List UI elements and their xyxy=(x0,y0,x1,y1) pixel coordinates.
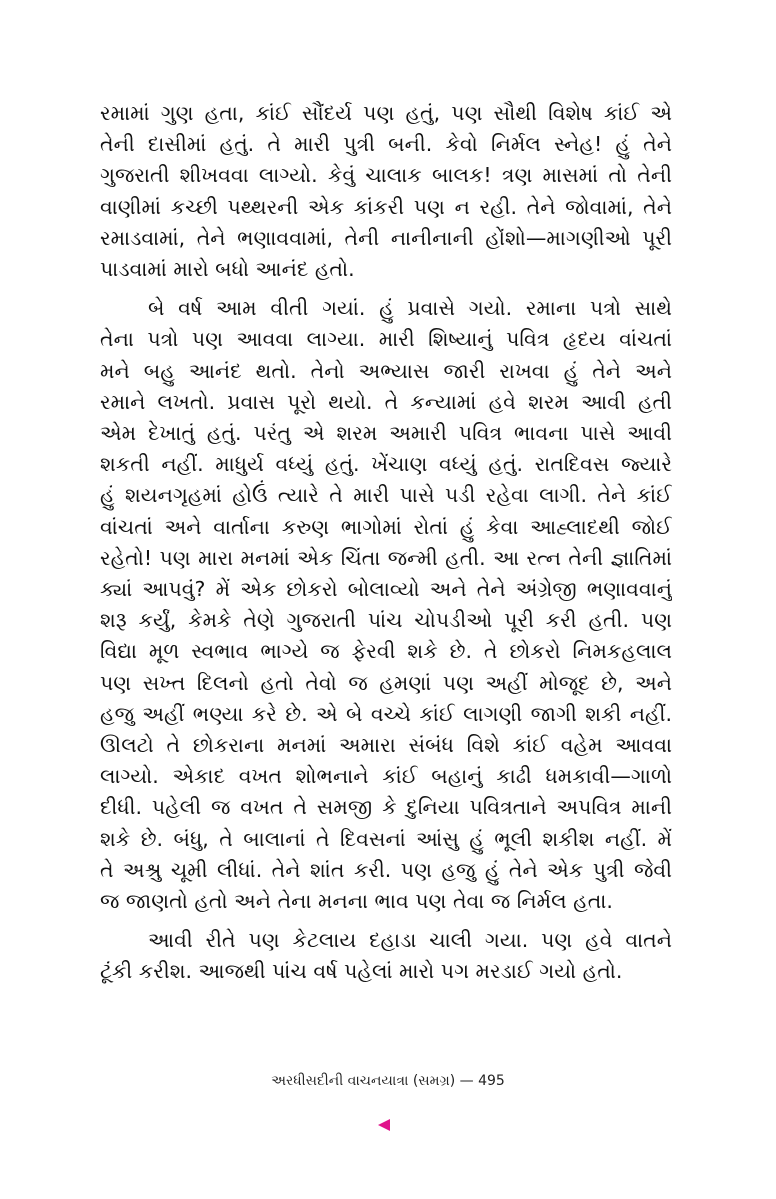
text-line: ટૂંકી કરીશ. આજથી પાંચ વર્ષ પહેલાં મારો પગ મરડાઈ ગયો હતો. xyxy=(100,959,623,984)
text-line: શકે છે. બંધુ, તે બાલાનાં તે દિવસનાં આંસુ હું ભૂલી શકીશ નહીં. મેં xyxy=(100,826,672,851)
paragraph-1 xyxy=(100,98,672,285)
text-line: પાડવામાં મારો બધો આનંદ હતો. xyxy=(100,257,355,282)
text-line: વાંચતાં અને વાર્તાના કરુણ ભાગોમાં રોતાં હું કેવા આહ્લાદથી જોઈ xyxy=(100,514,672,539)
text-line: વિદ્યા મૂળ સ્વભાવ ભાગ્યે જ ફેરવી શકે છે. તે છોકરો નિમકહલાલ xyxy=(100,639,672,664)
paragraph-3 xyxy=(100,925,672,987)
text-line: મને બહુ આનંદ થતો. તેનો અભ્યાસ જારી રાખવા હું તેને અને xyxy=(100,358,672,383)
text-line: ઊલટો તે છોકરાના મનમાં અમારા સંબંધ વિશે કાંઈ વહેમ આવવા xyxy=(100,733,672,758)
text-line: એમ દેખાતું હતું. પરંતુ એ શરમ અમારી પવિત્ર ભાવના પાસે આવી xyxy=(100,421,672,446)
text-line: શકતી નહીં. માધુર્ય વધ્યું હતું. ખેંચાણ વધ્યું હતું. રાતદિવસ જ્યારે xyxy=(100,452,672,477)
text-line: રમાડવામાં, તેને ભણાવવામાં, તેની નાનીનાની હોંશો—માગણીઓ પૂરી xyxy=(100,225,672,250)
text-line: વાણીમાં કચ્છી પથ્થરની એક કાંકરી પણ ન રહી. તેને જોવામાં, તેને xyxy=(100,194,672,219)
text-line: રમામાં ગુણ હતા, કાંઈ સૌંદર્ય પણ હતું, પણ સૌથી વિશેષ કાંઈ એ xyxy=(100,101,672,125)
text-line: હજુ અહીં ભણ્યા કરે છે. એ બે વચ્ચે કાંઈ લાગણી જાગી શકી નહીં. xyxy=(100,701,672,726)
paragraph-2 xyxy=(100,293,672,917)
text-line: જ જાણતો હતો અને તેના મનના ભાવ પણ તેવા જ નિર્મલ હતા. xyxy=(100,889,613,914)
page-footer: અરધીસદીની વાચનયાત્રા (સમગ્ર) — 495 xyxy=(271,1073,505,1089)
text-line: રમાને લખતો. પ્રવાસ પૂરો થયો. તે કન્યામાં હવે શરમ આવી હતી xyxy=(100,389,672,414)
text-line: હું શયનગૃહમાં હોઉં ત્યારે તે મારી પાસે પડી રહેવા લાગી. તેને કાંઈ xyxy=(100,483,672,508)
text-line: બે વર્ષ આમ વીતી ગયાં. હું પ્રવાસે ગયો. રમાના પત્રો સાથે xyxy=(148,296,672,321)
text-line: રહેતો! પણ મારા મનમાં એક ચિંતા જન્મી હતી. આ રત્ન તેની જ્ઞાતિમાં xyxy=(100,545,672,570)
body-text xyxy=(100,98,672,988)
text-line: ક્યાં આપવું? મેં એક છોકરો બોલાવ્યો અને તેને અંગ્રેજી ભણાવવાનું xyxy=(100,577,672,602)
text-line: શરૂ કર્યું, કેમકે તેણે ગુજરાતી પાંચ ચોપડીઓ પૂરી કરી હતી. પણ xyxy=(100,608,672,633)
text-line: તે અશ્રુ ચૂમી લીધાં. તેને શાંત કરી. પણ હજુ હું તેને એક પુત્રી જેવી xyxy=(100,857,672,882)
text-line: તેની દાસીમાં હતું. તે મારી પુત્રી બની. કેવો નિર્મલ સ્નેહ! હું તેને xyxy=(100,132,672,157)
text-line: લાગ્યો. એકાદ વખત શોભનાને કાંઈ બહાનું કાઢી ધમકાવી—ગાળો xyxy=(100,764,672,789)
text-line: આવી રીતે પણ કેટલાય દહાડા ચાલી ગયા. પણ હવે વાતને xyxy=(148,928,672,953)
text-line: પણ સખ્ત દિલનો હતો તેવો જ હમણાં પણ અહીં મોજૂદ છે, અને xyxy=(100,670,672,695)
text-line: દીધી. પહેલી જ વખત તે સમજી કે દુનિયા પવિત્રતાને અપવિત્ર માની xyxy=(100,795,672,820)
text-line: ગુજરાતી શીખવવા લાગ્યો. કેવું ચાલાક બાલક! ત્રણ માસમાં તો તેની xyxy=(100,163,672,188)
text-line: તેના પત્રો પણ આવવા લાગ્યા. મારી શિષ્યાનું પવિત્ર હૃદય વાંચતાં xyxy=(100,327,672,352)
previous-page-icon[interactable] xyxy=(378,1119,390,1131)
